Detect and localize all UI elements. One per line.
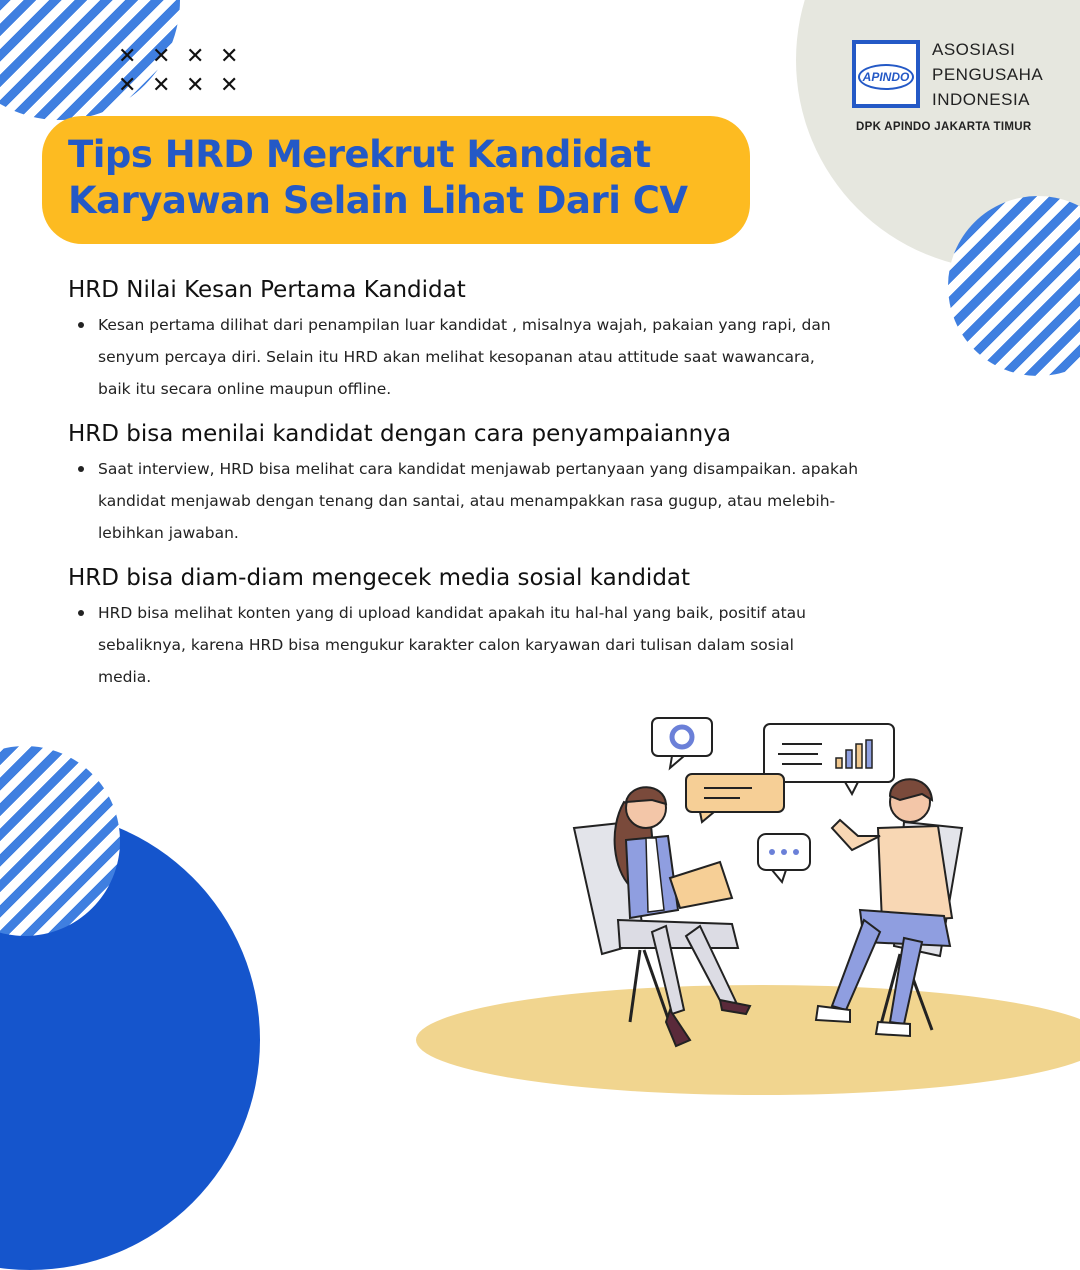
woman-figure-icon xyxy=(615,787,750,1046)
bullet-text xyxy=(98,597,952,693)
section-bullet-social-media xyxy=(72,597,952,693)
cross-icon: ✕ xyxy=(186,73,205,98)
bullet-line: HRD bisa melihat konten yang di upload kandidat apakah itu hal-hal yang baik, positif atau xyxy=(98,604,806,622)
logo-name-line-3: INDONESIA xyxy=(932,90,1031,109)
logo-name-line-1: ASOSIASI xyxy=(932,40,1016,59)
bullet-line: senyum percaya diri. Selain itu HRD akan melihat kesopanan atau attitude saat wawancara, xyxy=(98,348,815,366)
section-bullet-delivery xyxy=(72,453,952,549)
page-title-line-1: Tips HRD Merekrut Kandidat xyxy=(68,133,651,176)
cross-icon: ✕ xyxy=(186,44,205,69)
cross-icon: ✕ xyxy=(118,44,137,69)
bullet-dot-icon xyxy=(78,322,84,328)
title-banner xyxy=(42,116,750,244)
section-heading-social-media: HRD bisa diam-diam mengecek media sosial kandidat xyxy=(68,565,691,591)
cross-icon: ✕ xyxy=(220,73,239,98)
bullet-dot-icon xyxy=(78,466,84,472)
cross-icon: ✕ xyxy=(152,44,171,69)
logo-name-line-2: PENGUSAHA xyxy=(932,65,1044,84)
apindo-logo xyxy=(852,40,920,108)
bullet-line: Kesan pertama dilihat dari penampilan luar kandidat , misalnya wajah, pakaian yang rapi, dan xyxy=(98,316,831,334)
bullet-line: lebihkan jawaban. xyxy=(98,524,239,542)
section-heading-first-impression: HRD Nilai Kesan Pertama Kandidat xyxy=(68,277,466,303)
bullet-dot-icon xyxy=(78,610,84,616)
bullet-text xyxy=(98,453,952,549)
cross-icon: ✕ xyxy=(220,44,239,69)
pie-bubble-icon xyxy=(652,718,712,768)
bullet-line: sebaliknya, karena HRD bisa mengukur karakter calon karyawan dari tulisan dalam sosial xyxy=(98,636,794,654)
section-bullet-first-impression xyxy=(72,309,952,405)
man-figure-icon xyxy=(816,779,952,1036)
cross-icon: ✕ xyxy=(118,73,137,98)
apindo-logo-mark: APINDO xyxy=(858,64,914,90)
page-title-line-2: Karyawan Selain Lihat Dari CV xyxy=(68,179,688,222)
bullet-line: kandidat menjawab dengan tenang dan santai, atau menampakkan rasa gugup, atau melebih- xyxy=(98,492,836,510)
bullet-line: baik itu secara online maupun offline. xyxy=(98,380,392,398)
bullet-line: media. xyxy=(98,668,152,686)
message-bubble-icon xyxy=(686,774,784,822)
cross-icon: ✕ xyxy=(152,73,171,98)
logo-branch-label: DPK APINDO JAKARTA TIMUR xyxy=(856,121,1032,133)
interview-illustration xyxy=(560,710,980,1060)
typing-bubble-icon xyxy=(758,834,810,882)
bullet-text xyxy=(98,309,952,405)
section-heading-delivery: HRD bisa menilai kandidat dengan cara penyampaiannya xyxy=(68,421,731,447)
bullet-line: Saat interview, HRD bisa melihat cara kandidat menjawab pertanyaan yang disampaikan. apakah xyxy=(98,460,859,478)
